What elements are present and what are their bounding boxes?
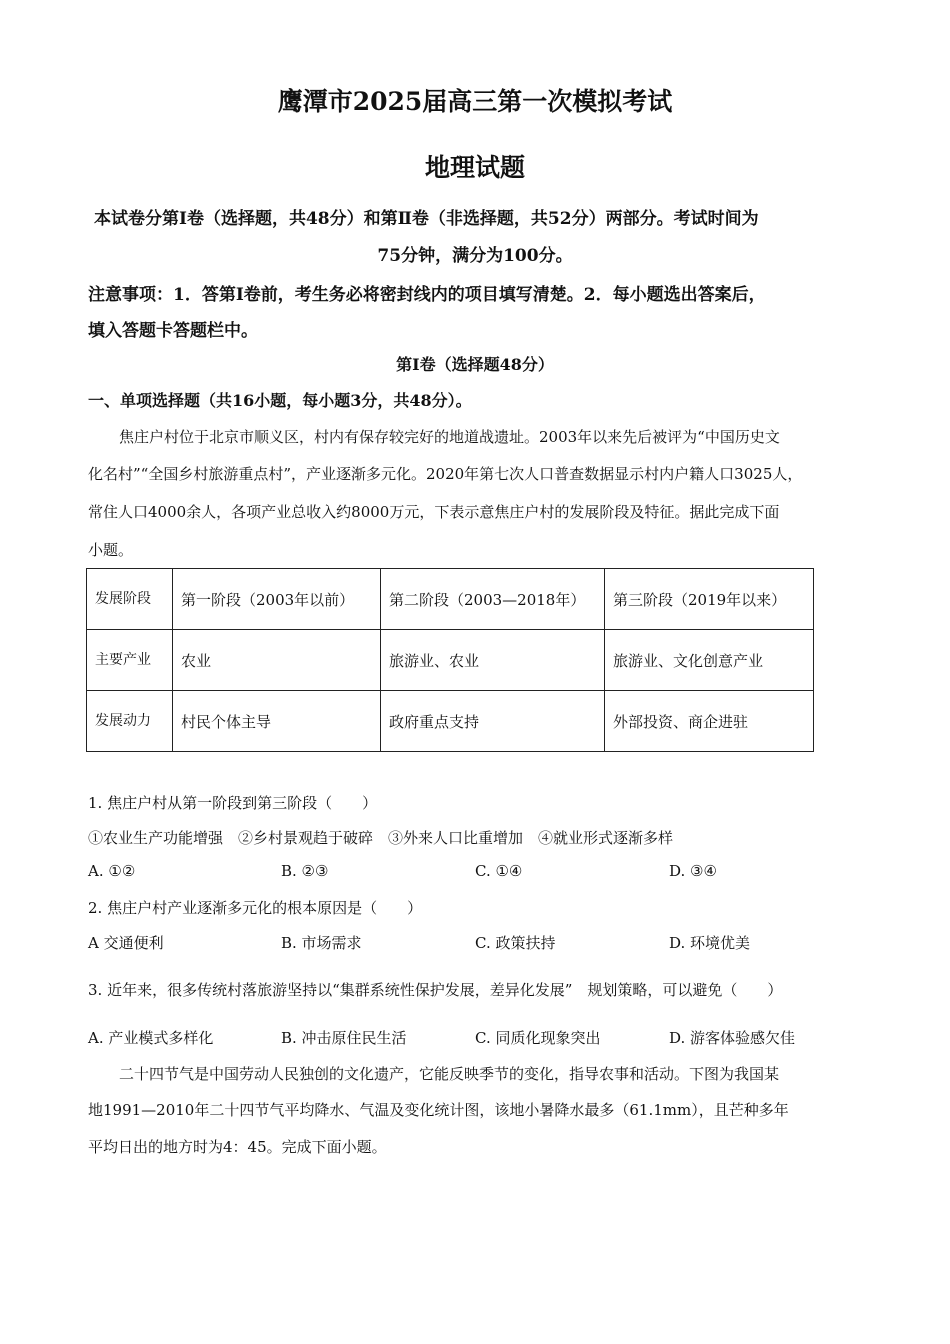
part-heading: 一、单项选择题（共16小题，每小题3分，共48分）。: [88, 391, 472, 410]
table-cell: 第二阶段（2003—2018年）: [381, 569, 605, 630]
table-cell: 旅游业、文化创意产业: [605, 630, 814, 691]
q2-stem: 2. 焦庄户村产业逐渐多元化的根本原因是（ ）: [88, 899, 423, 917]
passage1-line-3: 常住人口4000余人，各项产业总收入约8000万元，下表示意焦庄户村的发展阶段及特征。据此完成下面: [88, 503, 780, 521]
notice-line-1: 注意事项：1．答第Ⅰ卷前，考生务必将密封线内的项目填写清楚。2．每小题选出答案后，: [88, 285, 766, 305]
q1-stem: 1. 焦庄户村从第一阶段到第三阶段（ ）: [88, 794, 378, 812]
q3-stem: 3. 近年来，很多传统村落旅游坚持以“集群系统性保护发展，差异化发展” 规划策略，可以避免（ ）: [88, 981, 783, 999]
passage1-line-2: 化名村”“全国乡村旅游重点村”，产业逐渐多元化。2020年第七次人口普查数据显示村内户籍人口3025人，: [88, 465, 803, 483]
table-cell: 旅游业、农业: [381, 630, 605, 691]
development-stage-table: [86, 568, 814, 752]
exam-title: 鹰潭市2025届高三第一次模拟考试: [277, 87, 673, 116]
q3-option-c[interactable]: C. 同质化现象突出: [475, 1029, 601, 1047]
table-row: [87, 630, 814, 691]
q1-option-a[interactable]: A. ①②: [88, 862, 136, 880]
q2-option-c[interactable]: C. 政策扶持: [475, 934, 556, 952]
passage1-line-4: 小题。: [88, 541, 134, 559]
q3-option-d[interactable]: D. 游客体验感欠佳: [669, 1029, 796, 1047]
table-cell: 第三阶段（2019年以来）: [605, 569, 814, 630]
passage2-line-1: 二十四节气是中国劳动人民独创的文化遗产，它能反映季节的变化，指导农事和活动。下图为我国某: [119, 1065, 780, 1083]
table-cell: 第一阶段（2003年以前）: [173, 569, 381, 630]
q2-option-b[interactable]: B. 市场需求: [281, 934, 362, 952]
q2-option-a[interactable]: A 交通便利: [88, 934, 164, 952]
table-cell: 发展动力: [87, 691, 173, 752]
passage1-line-1: 焦庄户村位于北京市顺义区，村内有保存较完好的地道战遗址。2003年以来先后被评为“中国历史文: [119, 428, 780, 446]
table-cell: 外部投资、商企进驻: [605, 691, 814, 752]
q1-option-c[interactable]: C. ①④: [475, 862, 523, 880]
notice-line-2: 填入答题卡答题栏中。: [88, 321, 258, 341]
q3-option-b[interactable]: B. 冲击原住民生活: [281, 1029, 407, 1047]
table-cell: 政府重点支持: [381, 691, 605, 752]
intro-line-2: 75分钟，满分为100分。: [377, 246, 573, 266]
q1-statements: ①农业生产功能增强 ②乡村景观趋于破碎 ③外来人口比重增加 ④就业形式逐渐多样: [88, 829, 674, 847]
table-row: [87, 569, 814, 630]
intro-line-1: 本试卷分第Ⅰ卷（选择题，共48分）和第Ⅱ卷（非选择题，共52分）两部分。考试时间为: [94, 209, 759, 229]
section-heading: 第Ⅰ卷（选择题48分）: [396, 355, 554, 374]
exam-subtitle: 地理试题: [424, 153, 525, 182]
table-cell: 发展阶段: [87, 569, 173, 630]
table-cell: 主要产业: [87, 630, 173, 691]
table-cell: 农业: [173, 630, 381, 691]
table-row: [87, 691, 814, 752]
q3-option-a[interactable]: A. 产业模式多样化: [88, 1029, 214, 1047]
q2-option-d[interactable]: D. 环境优美: [669, 934, 751, 952]
q1-option-b[interactable]: B. ②③: [281, 862, 329, 880]
q1-option-d[interactable]: D. ③④: [669, 862, 717, 880]
passage2-line-3: 平均日出的地方时为4：45。完成下面小题。: [88, 1138, 387, 1156]
table-cell: 村民个体主导: [173, 691, 381, 752]
passage2-line-2: 地1991—2010年二十四节气平均降水、气温及变化统计图，该地小暑降水最多（61.1mm），且芒种多年: [88, 1101, 789, 1119]
